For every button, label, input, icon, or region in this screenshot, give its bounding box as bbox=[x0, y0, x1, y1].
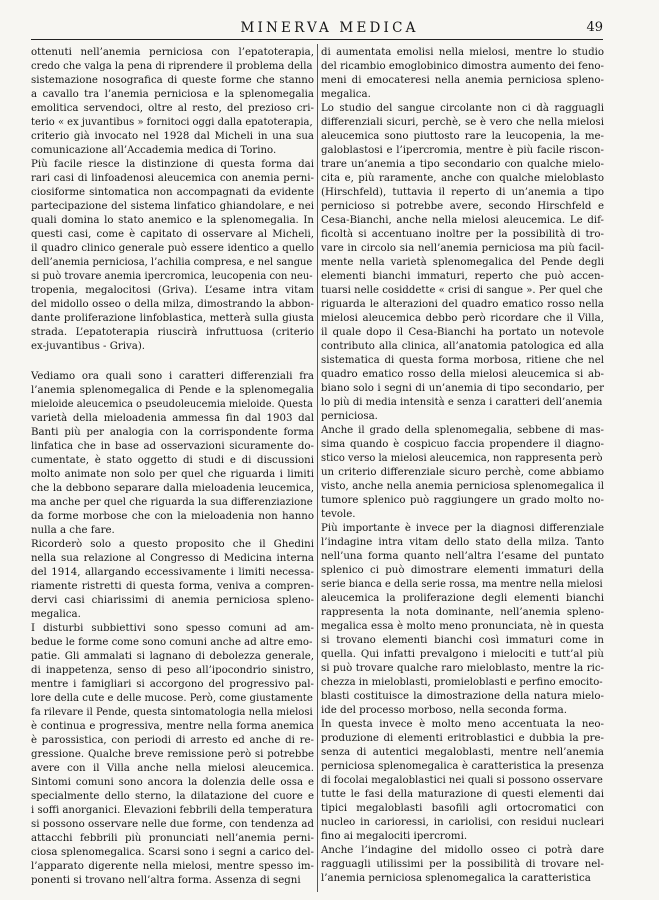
text-line: Anche l’indagine del midollo osseo ci potrà dare bbox=[321, 845, 604, 856]
text-line: tumore splenico può raggiungere un grado molto no- bbox=[321, 495, 604, 506]
text-line: perniciosa. bbox=[321, 411, 378, 422]
text-line: strada. L’epatoterapia riuscirà infruttuosa (criterio bbox=[31, 327, 314, 338]
text-line: Vediamo ora quali sono i caratteri differenziali fra bbox=[31, 371, 314, 382]
text-line: il quale dopo il Cesa-Bianchi ha portato un notevole bbox=[321, 327, 604, 338]
text-line: ragguagli utilissimi per la possibilità di trovare nel- bbox=[321, 859, 604, 870]
text-line: perniciosa splenomegalica è caratteristica la presenza bbox=[321, 761, 604, 772]
text-line: avere con il Villa anche nella mielosi aleucemica. bbox=[31, 763, 314, 774]
text-line: rari casi di linfoadenosi aleucemica con anemia perni- bbox=[31, 173, 314, 184]
text-line: molto animate non solo per quel che riguarda i limiti bbox=[31, 469, 314, 480]
text-line: a cavallo tra l’anemia perniciosa e la splenomegalia bbox=[31, 89, 314, 100]
text-line: sistemazione nosografica di queste forme che stanno bbox=[31, 75, 314, 86]
text-line: che la debbono separare dalla mieloadenia leucemica, bbox=[31, 483, 314, 494]
text-line: fino ai megalociti ipercromi. bbox=[321, 831, 468, 842]
text-line: si possono osservare nelle due forme, con tendenza ad bbox=[31, 819, 314, 830]
text-line: partecipazione del sistema linfatico ghiandolare, e nei bbox=[31, 201, 314, 212]
text-line: serie bianca e della serie rossa, ma mentre nella mielosi bbox=[321, 579, 603, 590]
text-line: quella. Qui infatti prevalgono i mielociti e tutt’al più bbox=[321, 649, 604, 660]
text-line: cita e, più raramente, anche con qualche mieloblasto bbox=[321, 173, 604, 184]
text-line: I disturbi subbiettivi sono spesso comuni ad am- bbox=[31, 623, 314, 634]
text-line: questi casi, come è capitato di osservare al Micheli, bbox=[31, 229, 314, 240]
text-line: differenziali sicuri, perchè, se è vero che nella mielosi bbox=[321, 117, 604, 128]
page-number: 49 bbox=[586, 20, 603, 35]
text-line: ex-juvantibus - Griva). bbox=[31, 341, 146, 352]
text-line: riamente ristretti di questa forma, veniva a compren- bbox=[31, 581, 314, 592]
text-line: specialmente dello sterno, la dilatazione del cuore e bbox=[31, 791, 314, 802]
text-line: ottenuti nell’anemia perniciosa con l’epatoterapia, bbox=[31, 47, 314, 58]
paragraph bbox=[321, 424, 604, 522]
right-column bbox=[321, 46, 604, 886]
text-line: senza di autentici megaloblasti, mentre nell’anemia bbox=[321, 747, 604, 758]
text-line: ma anche per quel che riguarda la sua differenziazione bbox=[31, 497, 313, 508]
text-line: di focolai megaloblastici nei quali si possono osservare bbox=[321, 775, 603, 786]
text-line: trare un’anemia a tipo secondario con qualche mielo- bbox=[321, 159, 604, 170]
paragraph bbox=[31, 622, 314, 888]
paragraph bbox=[321, 522, 604, 718]
text-line: (Hirschfeld), tuttavia il reperto di un’anemia a tipo bbox=[321, 187, 604, 198]
text-line: ciosa splenomegalica. Scarsi sono i segni a carico del- bbox=[31, 847, 314, 858]
text-line: Sintomi comuni sono ancora la dolenzia delle ossa e bbox=[31, 777, 314, 788]
text-line: megalica. bbox=[321, 89, 371, 100]
text-line: gressione. Qualche breve remissione però si potrebbe bbox=[31, 749, 314, 760]
text-line: dante proliferazione linfoblastica, metterà sulla giusta bbox=[31, 313, 314, 324]
text-line: lore della cute e delle mucose. Però, come giustamente bbox=[31, 693, 313, 704]
text-line: megalica. bbox=[31, 609, 81, 620]
text-line: comunicazione all’Accademia medica di Torino. bbox=[31, 145, 277, 156]
text-line: dell’anemia perniciosa, l’achilia compresa, e nel sangue bbox=[31, 257, 313, 268]
text-line: fa rilevare il Pende, questa sintomatologia nella mielosi bbox=[31, 707, 313, 718]
text-line: biano solo i segni di un’anemia di tipo secondario, per bbox=[321, 383, 604, 394]
text-line: tevole. bbox=[321, 509, 356, 520]
text-line: Banti più per analogia con la corrispondente forma bbox=[31, 427, 314, 438]
text-line: l’anemia splenomegalica di Pende e la splenomegalia bbox=[31, 385, 314, 396]
paragraph bbox=[31, 538, 314, 622]
text-line: cumentate, è stato oggetto di studi e di discussioni bbox=[31, 455, 314, 466]
text-line: splenico ci può dimostrare elementi immaturi della bbox=[321, 565, 604, 576]
text-line: Più importante è invece per la diagnosi differenziale bbox=[321, 523, 604, 534]
paragraph bbox=[31, 158, 314, 354]
left-column bbox=[31, 46, 314, 888]
text-line: mente nella varietà splenomegalica del Pende degli bbox=[321, 257, 604, 268]
text-line: patie. Gli ammalati si lagnano di debolezza generale, bbox=[31, 651, 314, 662]
text-line: si trovano elementi bianchi così immaturi come in bbox=[321, 635, 604, 646]
text-line: terio « ex juvantibus » fornitoci oggi dalla epatoterapia, bbox=[31, 117, 313, 128]
text-line: rappresenta la nota dominante, nell’anemia spleno- bbox=[321, 607, 604, 618]
running-title: MINERVA MEDICA bbox=[240, 20, 419, 36]
text-line: si può trovare anemia ipercromica, leucopenia con neu- bbox=[31, 271, 313, 282]
text-line: nella sua relazione al Congresso di Medicina interna bbox=[31, 553, 314, 564]
text-line: un criterio differenziale sicuro perchè, come abbiamo bbox=[321, 467, 604, 478]
text-line: tipici megaloblasti basofili agli ortocromatici con bbox=[321, 803, 604, 814]
text-line: Lo studio del sangue circolante non ci dà ragguagli bbox=[321, 103, 604, 114]
text-line: nell’una forma quanto nell’altra l’esame del puntato bbox=[321, 551, 604, 562]
text-line: del ricambio emoglobinico dimostra aumento dei feno- bbox=[321, 61, 604, 72]
text-line: vare in circolo sia nell’anemia perniciosa ma più facil- bbox=[321, 243, 604, 254]
paragraph bbox=[31, 46, 314, 158]
text-line: produzione di elementi eritroblastici e dubbia la pre- bbox=[321, 733, 604, 744]
text-line: tropenia, megalocitosi (Griva). L’esame intra vitam bbox=[31, 285, 314, 296]
text-line: bedue le forme come sono comuni anche ad altre emo- bbox=[31, 637, 313, 648]
text-line: l’apparato digerente nella mielosi, mentre spesso im- bbox=[31, 861, 314, 872]
text-line: aleucemica la proliferazione degli elementi bianchi bbox=[321, 593, 604, 604]
text-line: l’indagine intra vitam dello stato della milza. Tanto bbox=[321, 537, 604, 548]
text-line: da forme morbose che con la mieloadenia non hanno bbox=[31, 511, 314, 522]
text-line: attacchi febbrili più pronunciati nell’anemia perni- bbox=[31, 833, 314, 844]
text-line: quadro ematico rosso della mielosi aleucemica si ab- bbox=[321, 369, 604, 380]
text-line: megalica essa è molto meno pronunciata, nè in questa bbox=[321, 621, 604, 632]
text-line: il quadro clinico generale può essere identico a quello bbox=[31, 243, 314, 254]
text-line: Anche il grado della splenomegalia, sebbene di mas- bbox=[321, 425, 604, 436]
text-line: stico verso la mielosi aleucemica, non rappresenta però bbox=[321, 453, 603, 464]
header-rule bbox=[31, 39, 603, 40]
text-line: contributo alla clinica, all’anatomia patologica ed alla bbox=[321, 341, 604, 352]
text-line: riguarda le alterazioni del quadro ematico rosso nella bbox=[321, 299, 604, 310]
text-line: tuarsi nelle cosiddette « crisi di sangue ». Per quel che bbox=[321, 285, 603, 296]
text-line: elementi bianchi immaturi, reperto che può accen- bbox=[321, 271, 604, 282]
column-divider bbox=[317, 44, 318, 892]
text-line: Ricorderò solo a questo proposito che il Ghedini bbox=[31, 539, 314, 550]
text-line: ide del processo morboso, nella seconda forma. bbox=[321, 705, 567, 716]
section-gap bbox=[31, 354, 314, 370]
text-line: aleucemica sono piuttosto rare la leucopenia, la me- bbox=[321, 131, 604, 142]
paragraph bbox=[31, 370, 314, 538]
text-line: mentre i famigliari si accorgono del progressivo pal- bbox=[31, 679, 314, 690]
text-line: di inappetenza, senso di peso all’ipocondrio sinistro, bbox=[31, 665, 314, 676]
text-line: mieloide aleucemica o pseudoleucemia mieloide. Questa bbox=[31, 399, 313, 410]
text-line: è parossistica, con periodi di arresto ed anche di re- bbox=[31, 735, 314, 746]
text-line: pernicioso si potrebbe avere, secondo Hirschfeld e bbox=[321, 201, 604, 212]
text-line: linfatica che in base ad osservazioni sicuramente do- bbox=[31, 441, 314, 452]
text-line: ficoltà si accentuano inoltre per la possibilità di tro- bbox=[321, 229, 604, 240]
text-line: criterio già invocato nel 1928 dal Micheli in una sua bbox=[31, 131, 314, 142]
text-line: di aumentata emolisi nella mielosi, mentre lo studio bbox=[321, 47, 604, 58]
text-line: quali domina lo stato anemico e la splenomegalia. In bbox=[31, 215, 314, 226]
text-line: l’anemia perniciosa splenomegalica la caratteristica bbox=[321, 873, 591, 884]
text-line: varietà della mieloadenia ammessa fin dal 1903 dal bbox=[31, 413, 314, 424]
text-line: chezza in mieloblasti, promieloblasti e perfino emocito- bbox=[321, 677, 603, 688]
text-line: sistematica di questa forma morbosa, ritiene che nel bbox=[321, 355, 604, 366]
text-line: credo che valga la pena di riprendere il problema della bbox=[31, 61, 313, 72]
text-line: nulla a che fare. bbox=[31, 525, 115, 536]
text-line: i soffi anorganici. Elevazioni febbrili della temperatura bbox=[31, 805, 313, 816]
paragraph bbox=[321, 718, 604, 844]
paragraph bbox=[321, 102, 604, 424]
text-line: galoblastosi e l’ipercromia, mentre è più facile riscon- bbox=[321, 145, 604, 156]
text-line: si può trovare qualche raro mieloblasto, mentre la ric- bbox=[321, 663, 604, 674]
text-line: Cesa-Bianchi, anche nella mielosi aleucemica. Le dif- bbox=[321, 215, 604, 226]
text-line: mielosi aleucemica debbo però ricordare che il Villa, bbox=[321, 313, 604, 324]
paragraph bbox=[321, 46, 604, 102]
text-line: emolitica servendoci, oltre al resto, del prezioso cri- bbox=[31, 103, 314, 114]
text-line: tutte le fasi della maturazione di questi elementi dai bbox=[321, 789, 604, 800]
text-line: è continua e progressiva, mentre nella forma anemica bbox=[31, 721, 314, 732]
text-line: ciosiforme sintomatica non accompagnati da evidente bbox=[31, 187, 314, 198]
text-line: nucleo in carioressi, in cariolisi, con residui nucleari bbox=[321, 817, 604, 828]
text-line: lo più di media intensità e senza i caratteri dell’anemia bbox=[321, 397, 603, 408]
text-line: meni di emocateresi nella anemia perniciosa spleno- bbox=[321, 75, 604, 86]
text-line: Più facile riesce la distinzione di questa forma dai bbox=[31, 159, 314, 170]
text-line: visto, anche nella anemia perniciosa splenomegalica il bbox=[321, 481, 604, 492]
text-line: ponenti si trovano nell’altra forma. Assenza di segni bbox=[31, 875, 301, 886]
paragraph bbox=[321, 844, 604, 886]
text-line: In questa invece è molto meno accentuata la neo- bbox=[321, 719, 604, 730]
text-line: del midollo osseo o della milza, dimostrando la abbon- bbox=[31, 299, 314, 310]
text-line: del 1914, allargando eccessivamente i limiti necessa- bbox=[31, 567, 314, 578]
text-line: dervi casi chiarissimi di anemia perniciosa spleno- bbox=[31, 595, 314, 606]
text-line: sima quando è cospicuo faccia propendere il diagno- bbox=[321, 439, 604, 450]
text-line: blasti costituisce la dimostrazione della natura mielo- bbox=[321, 691, 604, 702]
page-header bbox=[0, 20, 659, 40]
